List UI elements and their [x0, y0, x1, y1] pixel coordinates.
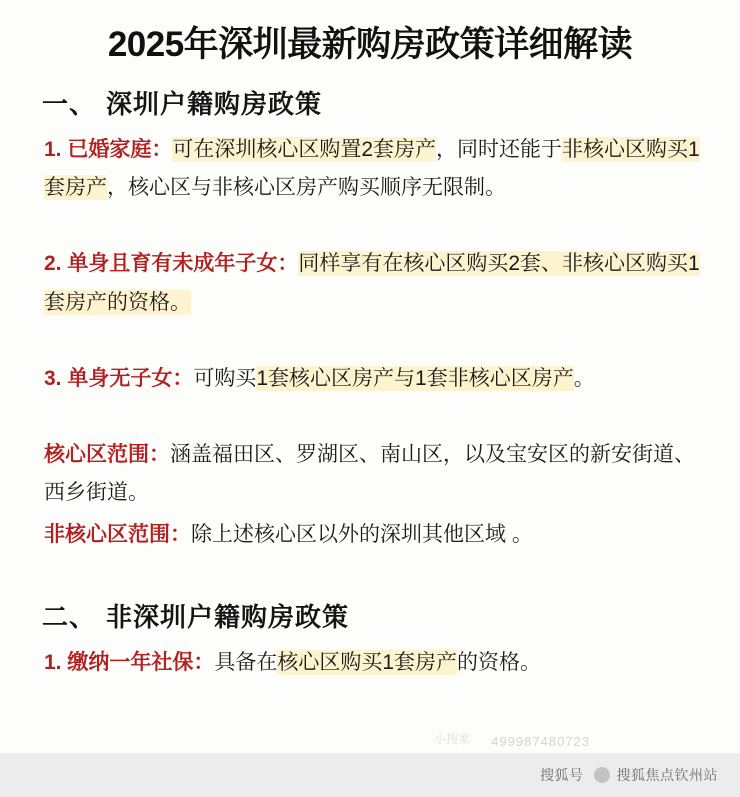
spacer: [28, 557, 712, 591]
section-title-1: 深圳户籍购房政策: [106, 89, 323, 119]
policy-item-text-highlight-2: 非核心区购买1套房产: [44, 138, 700, 200]
spacer: [28, 334, 712, 360]
watermark-secondary: 小搜家: [433, 732, 470, 746]
policy-item-text-2: 的资格。: [457, 651, 542, 675]
section-number-2: 二、: [42, 602, 97, 633]
policy-item-text: 可购买: [193, 366, 257, 390]
policy-item-text-2: 。: [573, 366, 595, 390]
policy-item-label: 1. 缴纳一年社保：: [44, 651, 215, 675]
policy-item-label: 1. 已婚家庭：: [44, 138, 173, 161]
core-area-label: 核心区范围：: [44, 443, 170, 467]
non-core-area-label: 非核心区范围：: [44, 522, 191, 546]
footer-account-label: 搜狐号: [540, 767, 584, 783]
policy-item-2-1: [44, 644, 712, 682]
policy-item-text-highlight: 同样享有在核心区购买2套、: [298, 252, 563, 276]
section-title-2: 非深圳户籍购房政策: [106, 602, 350, 633]
spacer: [28, 410, 712, 436]
policy-item-text-highlight: 1套核心区房产与1套非核心区房产: [256, 366, 574, 390]
policy-item-text: ，同时还能于: [436, 138, 563, 161]
policy-item-label: 3. 单身无子女：: [44, 366, 194, 390]
section-heading-2: [42, 597, 712, 634]
policy-item-1-1: [44, 131, 712, 207]
non-core-area-text: 除上述核心区以外的深圳其他区域 。: [191, 522, 533, 546]
policy-item-1-3: [44, 360, 712, 398]
policy-item-text-2: ，核心区与非核心区房产购买顺序无限制。: [107, 176, 506, 200]
page-title: 2025年深圳最新购房政策详细解读: [107, 25, 633, 64]
policy-item-text-highlight: 可在深圳核心区购置2套房产: [172, 138, 437, 161]
core-area-range: [44, 436, 712, 512]
spacer: [28, 219, 712, 245]
policy-item-text-highlight-2: 非核心区购买1套房产的资格。: [44, 252, 700, 314]
policy-item-text: 具备在: [214, 651, 278, 675]
policy-item-label: 2. 单身且育有未成年子女：: [44, 252, 299, 276]
footer-account-name[interactable]: 搜狐焦点钦州站: [616, 767, 718, 783]
section-heading-1: [42, 84, 712, 121]
footer-bar: [0, 753, 740, 797]
policy-item-1-2: [44, 245, 712, 321]
section-number-1: 一、: [42, 89, 97, 119]
policy-item-text-highlight: 核心区购买1套房产: [277, 651, 458, 675]
non-core-area-range: [44, 516, 712, 554]
watermark-id: 499987480723: [491, 734, 590, 749]
core-area-text: 涵盖福田区、罗湖区、南山区，以及宝安区的新安街道、西乡街道。: [44, 443, 695, 504]
avatar: [594, 767, 610, 783]
